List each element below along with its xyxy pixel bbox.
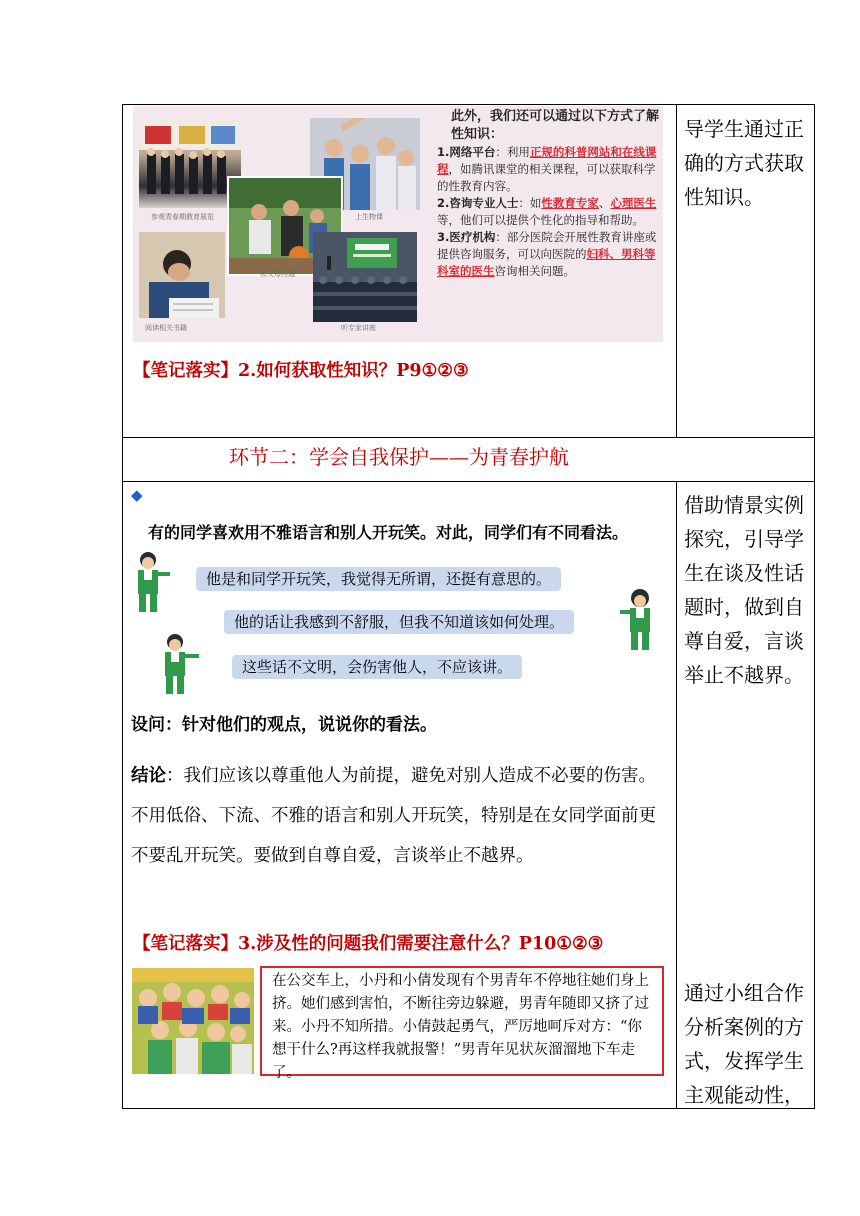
caption-exhibition: 参观青春期教育展览 [151, 213, 214, 221]
section-2-title: 环节二：学会自我保护——为青春护航 [229, 445, 569, 469]
conclusion-label: 结论 [131, 766, 166, 786]
photo-lecture [313, 232, 417, 322]
note-3: 【笔记落实】3.涉及性的问题我们需要注意什么？P10①②③ [133, 934, 604, 954]
case-text-box: 在公交车上，小丹和小倩发现有个男青年不停地往她们身上挤。她们感到害怕，不断往旁边躲避，男青年随即又挤了过来。小丹不知所措。小倩鼓起勇气，严厉地呵斥对方：“你想干什么?再这样我就报警！”男青年见状灰溜溜地下车走了。 [260, 966, 664, 1076]
photo-reading [139, 232, 225, 318]
side-note-3: 通过小组合作分析案例的方式，发挥学生主观能动性， [684, 981, 804, 1107]
caption-parents: 和父母沟通 [260, 270, 295, 278]
student-figure-1 [130, 550, 172, 618]
student-figure-3 [157, 632, 201, 700]
caption-lecture: 听专家讲座 [341, 324, 376, 332]
speech-bubble-1: 他是和同学开玩笑，我觉得无所谓，还挺有意思的。 [196, 567, 561, 591]
methods-intro: 此外，我们还可以通过以下方式了解性知识： [451, 109, 660, 142]
question-label: 设问 [131, 715, 165, 735]
side-note-2: 借助情景实例探究，引导学生在谈及性话题时，做到自尊自爱，言谈举止不越界。 [684, 493, 804, 687]
note-2: 【笔记落实】2.如何获取性知识？P9①②③ [133, 361, 469, 381]
photo-exhibition [139, 120, 241, 208]
diamond-bullet: ◆ [131, 486, 143, 504]
question: 设问：针对他们的观点，说说你的看法。 [131, 715, 437, 735]
speech-bubble-2: 他的话让我感到不舒服，但我不知道该如何处理。 [224, 610, 574, 634]
side-note-1: 导学生通过正确的方式获取性知识。 [684, 117, 804, 209]
student-figure-2 [618, 588, 660, 656]
conclusion: 结论：我们应该以尊重他人为前提，避免对别人造成不必要的伤害。不用低俗、下流、不雅的语言和别人开玩笑，特别是在女同学面前更不要乱开玩笑。要做到自尊自爱，言谈举止不越界。 [131, 766, 656, 866]
methods-panel [437, 108, 662, 280]
speech-bubble-3: 这些话不文明，会伤害他人，不应该讲。 [232, 655, 522, 679]
method-item-3: 3.医疗机构：部分医院会开展性教育讲座或提供咨询服务，可以向医院的妇科、男科等科室的医生咨询相关问题。 [437, 230, 657, 278]
method-item-2: 2.咨询专业人士：如性教育专家、心理医生等，他们可以提供个性化的指导和帮助。 [437, 196, 657, 227]
method-item-1: 1.网络平台：利用正规的科普网站和在线课程，如腾讯课堂的相关课程，可以获取科学的性教育内容。 [437, 145, 657, 193]
scenario-heading: 有的同学喜欢用不雅语言和别人开玩笑。对此，同学们有不同看法。 [148, 523, 629, 542]
caption-reading: 阅读相关书籍 [145, 324, 187, 332]
caption-biology: 上生物课 [355, 213, 383, 221]
bus-illustration [132, 968, 254, 1074]
